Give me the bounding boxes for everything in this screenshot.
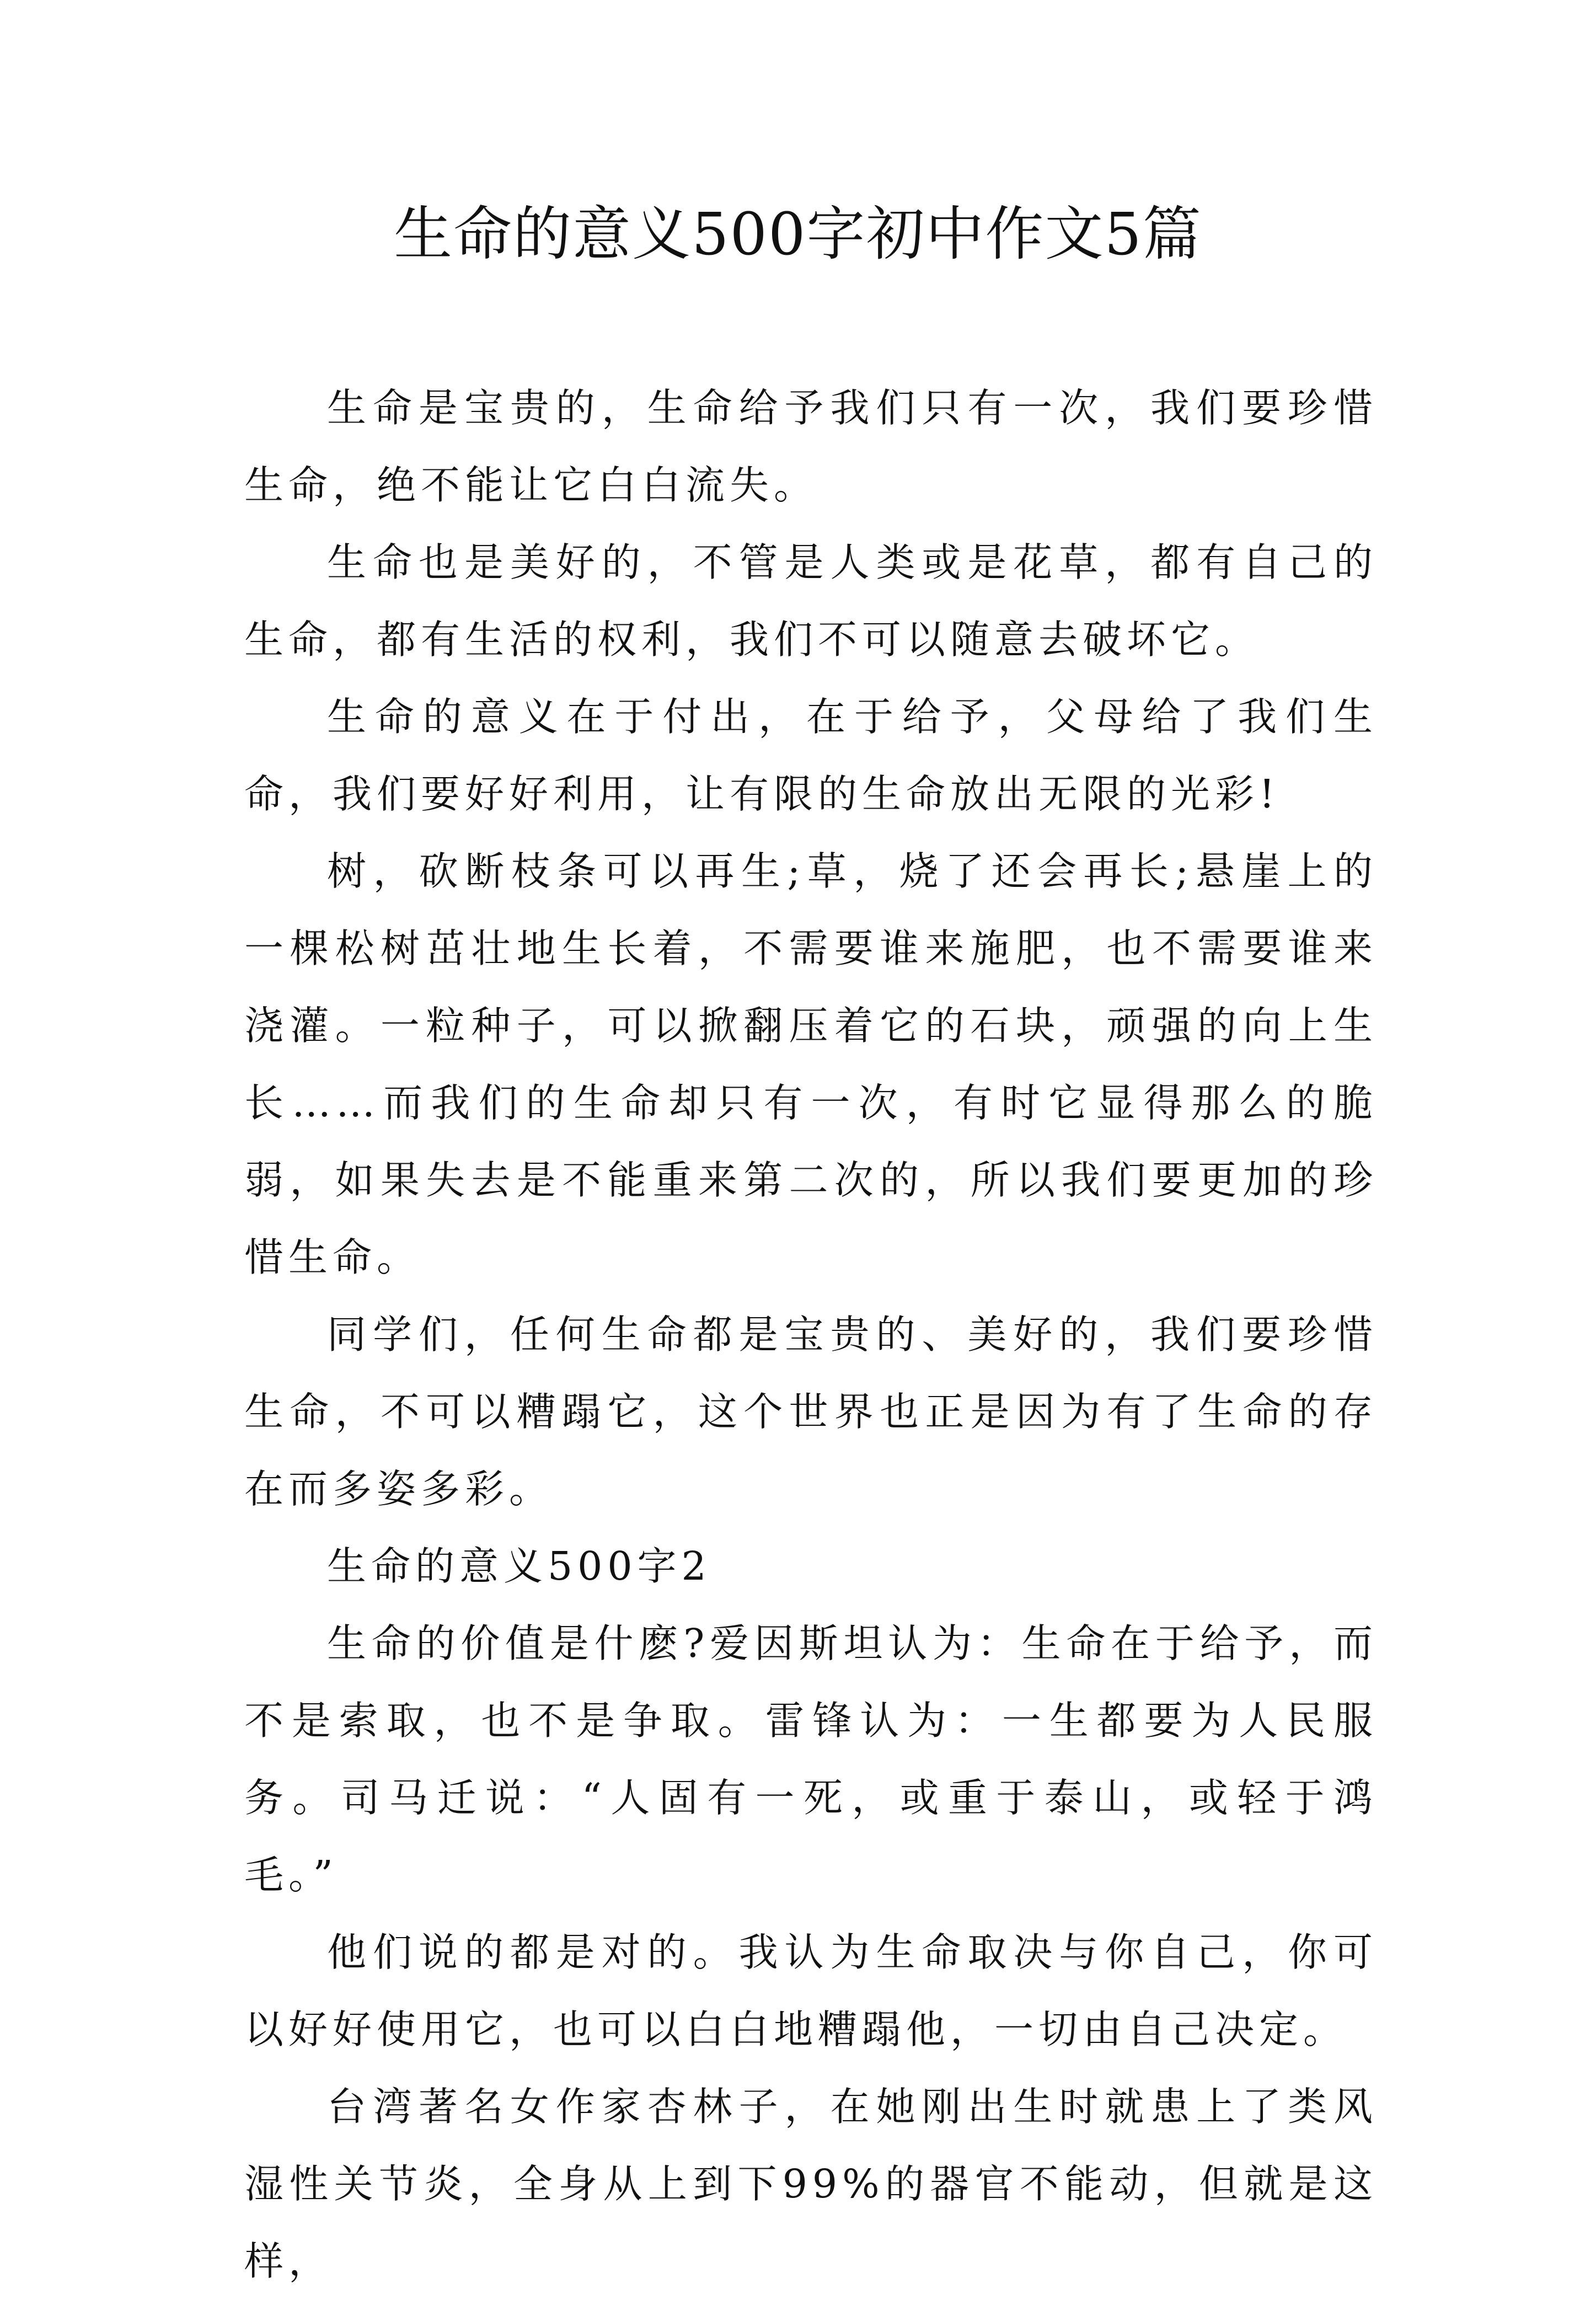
article-body [244, 370, 1378, 2300]
paragraph: 生命的意义在于付出，在于给予，父母给了我们生命，我们要好好利用，让有限的生命放出无限的光彩! [244, 694, 1378, 817]
paragraph: 生命也是美好的，不管是人类或是花草，都有自己的生命，都有生活的权利，我们不可以随意去破坏它。 [244, 539, 1378, 662]
paragraph: 生命的价值是什麽?爱因斯坦认为：生命在于给予，而不是索取，也不是争取。雷锋认为：一生都要为人民服务。司马迁说：“人固有一死，或重于泰山，或轻于鸿毛。” [244, 1620, 1378, 1898]
page-title: 生命的意义500字初中作文5篇 [394, 200, 1202, 268]
paragraph: 他们说的都是对的。我认为生命取决与你自己，你可以好好使用它，也可以白白地糟蹋他，一切由自己决定。 [244, 1929, 1378, 2052]
section-heading: 生命的意义500字2 [327, 1543, 711, 1589]
paragraph: 同学们，任何生命都是宝贵的、美好的，我们要珍惜生命，不可以糟蹋它，这个世界也正是因为有了生命的存在而多姿多彩。 [244, 1312, 1378, 1512]
paragraph: 生命是宝贵的，生命给予我们只有一次，我们要珍惜生命，绝不能让它白白流失。 [244, 385, 1378, 508]
paragraph: 台湾著名女作家杏林子，在她刚出生时就患上了类风湿性关节炎，全身从上到下99%的器官不能动，但就是这样， [244, 2084, 1378, 2284]
paragraph: 树，砍断枝条可以再生;草，烧了还会再长;悬崖上的一棵松树茁壮地生长着，不需要谁来施肥，也不需要谁来浇灌。一粒种子，可以掀翻压着它的石块，顽强的向上生长……而我们的生命却只有一次，有时它显得那么的脆弱，如果失去是不能重来第二次的，所以我们要更加的珍惜生命。 [244, 848, 1378, 1280]
